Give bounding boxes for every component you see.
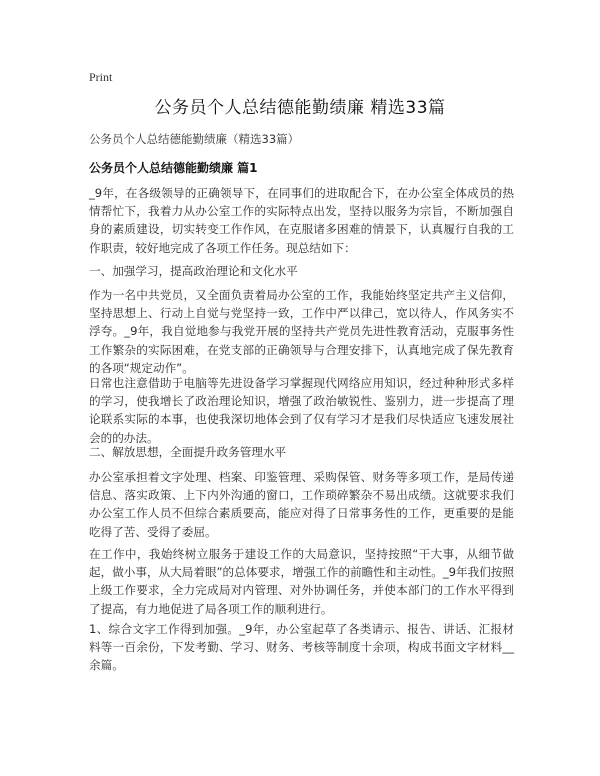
subheading-management: 二、解放思想，全面提升政务管理水平: [89, 445, 287, 459]
paragraph-writing-work: 1、综合文字工作得到加强。_9年，办公室起草了各类请示、报告、讲话、汇报材料等一百余份，下发考勤、学习、财务、考核等制度十余项，构成书面文字材料__余篇。: [89, 622, 514, 673]
paragraph-party-member: 作为一名中共党员，又全面负责着局办公室的工作，我能始终坚定共产主义信仰，坚持思想上、行动上自觉与党坚持一致，工作中严以律己，宽以待人，作风务实不浮夸。_9年，我自觉地参与我党开展的坚持共产党员先进性教育活动，克服事务性工作繁杂的实际困难，在党支部的正确领导与合理安排下，认真地完成了保先教育的各项“规定动作”。: [89, 288, 514, 375]
paragraph-daily-study: 日常也注意借助于电脑等先进设备学习掌握现代网络应用知识，经过种种形式多样的学习，使我增长了政治理论知识，增强了政治敏锐性、鉴别力，进一步提高了理论联系实际的本事，也使我深切地体会到了仅有学习才是我们尽快适应飞速发展社会的的办法。: [89, 376, 514, 445]
print-link[interactable]: Print: [89, 70, 113, 84]
intro-paragraph: _9年，在各级领导的正确领导下，在同事们的进取配合下，在办公室全体成员的热情帮忙下，我着力从办公室工作的实际特点出发，坚持以服务为宗旨，不断加强自身的素质建设，切实转变工作作风，在克服诸多困难的情景下，认真履行自我的工作职责，较好地完成了各项工作任务。现总结如下：: [89, 186, 514, 255]
page-title: 公务员个人总结德能勤绩廉 精选33篇: [154, 98, 446, 118]
paragraph-office-duties: 办公室承担着文字处理、档案、印鉴管理、采购保管、财务等多项工作，是局传递信息、落实政策、上下内外沟通的窗口，工作琐碎繁杂不易出成绩。这就要求我们办公室工作人员不但综合素质要高，能应对得了日常事务性的工作，更重要的是能吃得了苦、受得了委屈。: [89, 470, 514, 539]
document-subtitle: 公务员个人总结德能勤绩廉（精选33篇）: [89, 132, 300, 146]
subheading-study: 一、加强学习，提高政治理论和文化水平: [89, 264, 298, 278]
section-heading: 公务员个人总结德能勤绩廉 篇1: [89, 161, 258, 175]
paragraph-work-attitude: 在工作中，我始终树立服务于建设工作的大局意识，坚持按照“干大事，从细节做起，做小事，从大局着眼”的总体要求，增强工作的前瞻性和主动性。_9年我们按照上级工作要求，全力完成局对内管理、对外协调任务，并使本部门的工作水平得到了提高，有力地促进了局各项工作的顺利进行。: [89, 547, 514, 616]
